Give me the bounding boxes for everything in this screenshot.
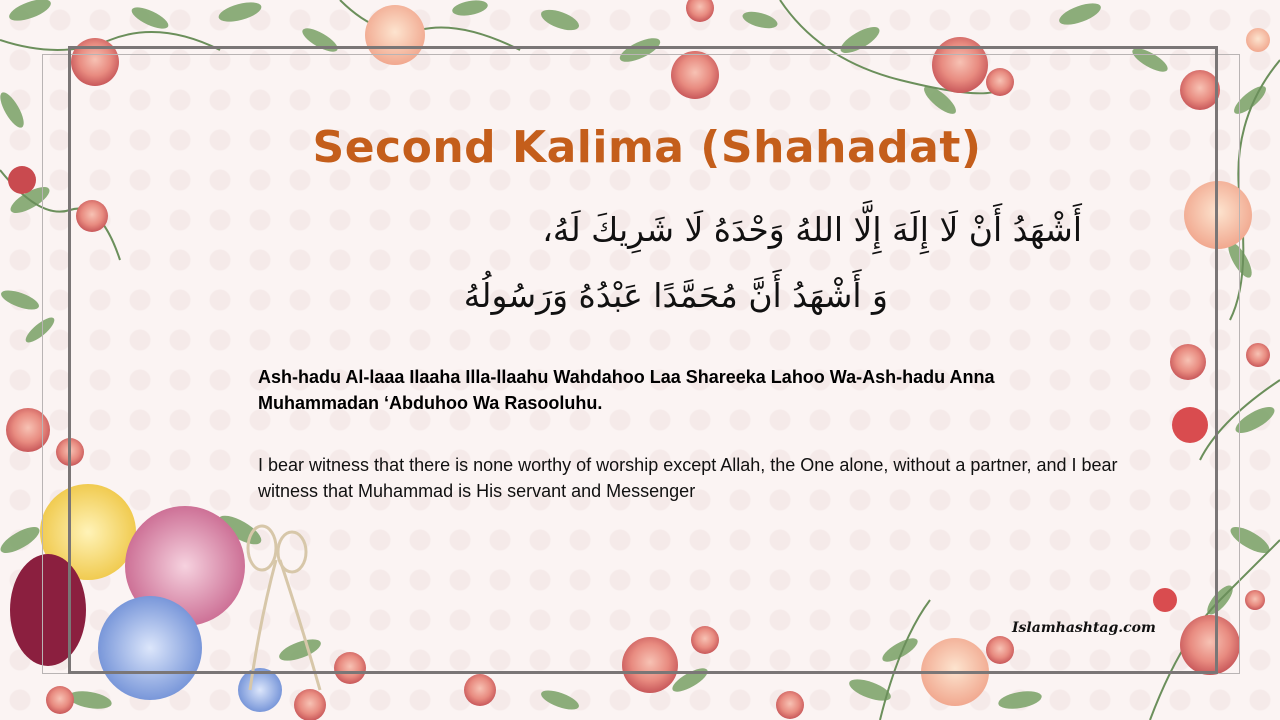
translation-text: I bear witness that there is none worthy of worship except Allah, the One alone, without a partner, and I bear witness that Muhammad is His servant and Messenger bbox=[258, 455, 1118, 501]
watermark: Islamhashtag.com bbox=[1012, 620, 1156, 636]
arabic-line-2: وَ أَشْهَدُ أَنَّ مُحَمَّدًا عَبْدُهُ وَرَسُولُهُ bbox=[463, 276, 888, 315]
arabic-line-1: أَشْهَدُ أَنْ لَا إِلَهَ إِلَّا اللهُ وَحْدَهُ لَا شَرِيكَ لَهُ، bbox=[542, 210, 1082, 249]
slide-title: Second Kalima (Shahadat) bbox=[312, 122, 982, 173]
transliteration-text: Ash-hadu Al-laaa Ilaaha Illa-llaahu Wahdahoo Laa Shareeka Lahoo Wa-Ash-hadu Anna Muhammadan ‘Abduhoo Wa Rasooluhu. bbox=[258, 367, 995, 413]
